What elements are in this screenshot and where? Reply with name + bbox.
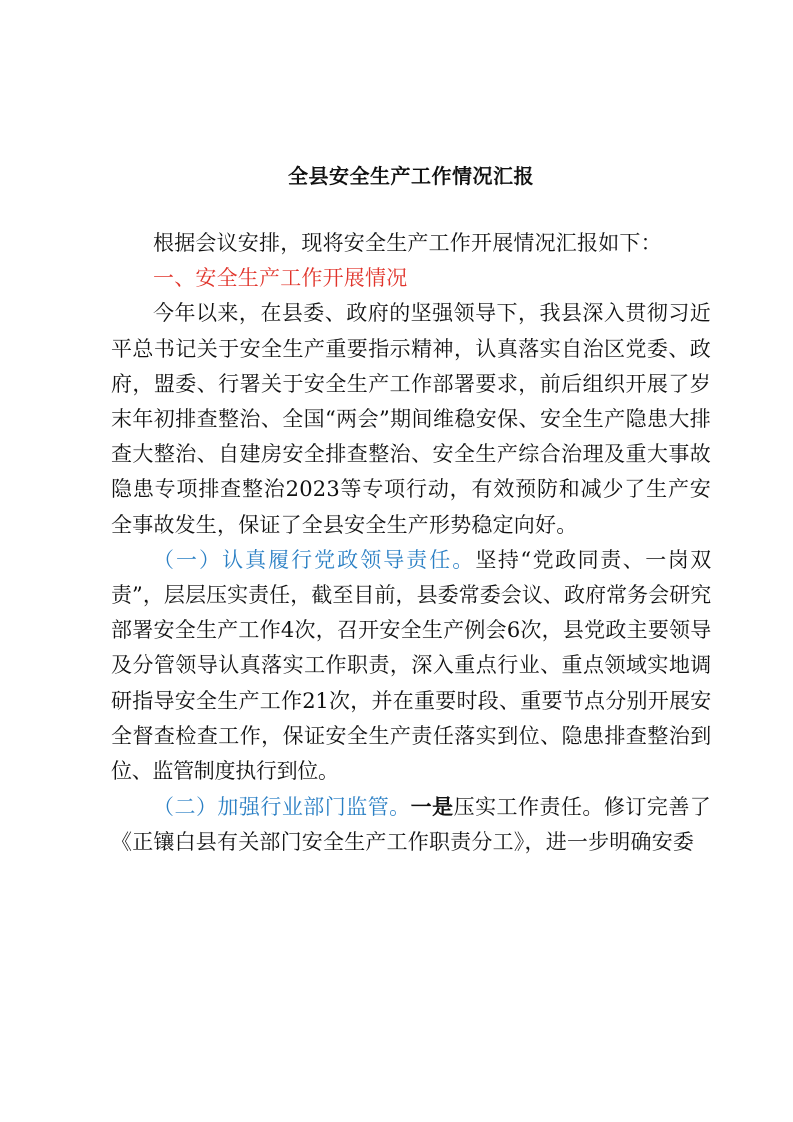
item-paragraph-2 — [111, 789, 711, 860]
document-title: 全县安全生产工作情况汇报 — [288, 164, 534, 188]
document-body — [111, 150, 711, 861]
item-body-1: 坚持“党政同责、一岗双责”，层层压实责任，截至目前，县委常委会议、政府常务会研究部署安全生产工作4次，召开安全生产例会6次，县党政主要领导及分管领导认真落实工作职责，深入重点行业、重点领域实地调研指导安全生产工作21次，并在重要时段、重要节点分别开展安全督查检查工作，保证安全生产责任落实到位、隐患排查整治到位、监管制度执行到位。 — [111, 547, 711, 784]
item-lead-2: （二）加强行业部门监管。 — [153, 795, 411, 820]
intro-paragraph: 根据会议安排，现将安全生产工作开展情况汇报如下： — [153, 231, 662, 255]
item-paragraph-1 — [111, 543, 711, 789]
section-paragraph: 今年以来，在县委、政府的坚强领导下，我县深入贯彻习近平总书记关于安全生产重要指示精神，认真落实自治区党委、政府，盟委、行署关于安全生产工作部署要求，前后组织开展了岁末年初排查整治、全国“两会”期间维稳安保、安全生产隐患大排查大整治、自建房安全排查整治、安全生产综合治理及重大事故隐患专项排查整治2023等专项行动，有效预防和减少了生产安全事故发生，保证了全县安全生产形势稳定向好。 — [111, 301, 711, 537]
section-heading: 一、安全生产工作开展情况 — [153, 266, 408, 291]
item-lead-1: （一）认真履行党政领导责任。 — [153, 547, 476, 572]
item-bold-2: 一是 — [410, 794, 454, 820]
item-body-2: 压实工作责任。修订完善了《正镶白县有关部门安全生产工作职责分工》，进一步明确安委 — [111, 795, 711, 855]
